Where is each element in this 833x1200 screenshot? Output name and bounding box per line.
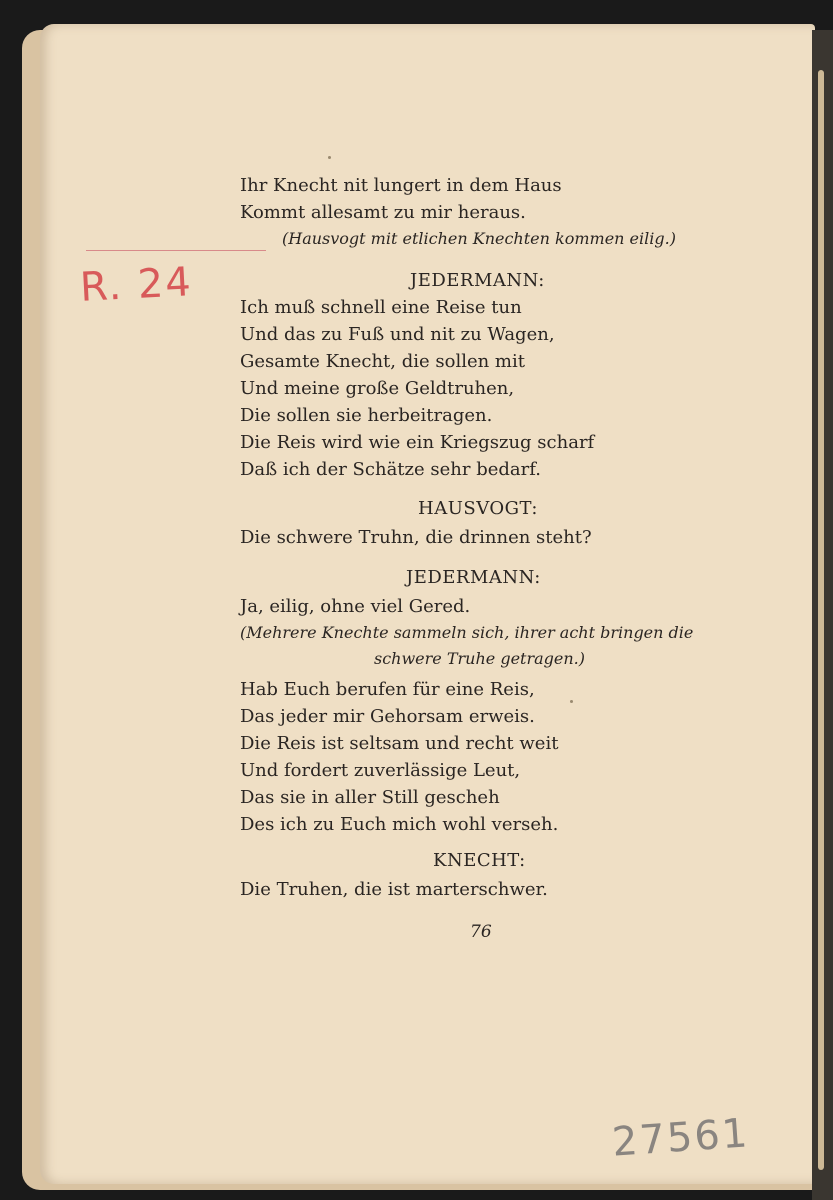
- binding-strip: [812, 30, 833, 1200]
- verse-line: Die Truhen, die ist marterschwer.: [240, 879, 548, 900]
- verse-line: Und das zu Fuß und nit zu Wagen,: [240, 324, 555, 345]
- verse-line: Das jeder mir Gehorsam erweis.: [240, 706, 535, 727]
- page-leaf-edge: [818, 70, 824, 1170]
- verse-line: Des ich zu Euch mich wohl verseh.: [240, 814, 559, 835]
- verse-line: Hab Euch berufen für eine Reis,: [240, 679, 535, 700]
- verse-line: Ich muß schnell eine Reise tun: [240, 297, 522, 318]
- page-number: 76: [470, 922, 492, 942]
- verse-line: Und meine große Geldtruhen,: [240, 378, 515, 399]
- paper-speck: [328, 156, 331, 159]
- verse-line: Daß ich der Schätze sehr bedarf.: [240, 459, 541, 480]
- verse-line: Die Reis ist seltsam und recht weit: [240, 733, 559, 754]
- verse-line: Und fordert zuverlässige Leut,: [240, 760, 521, 781]
- verse-line: Das sie in aller Still gescheh: [240, 787, 500, 808]
- verse-line: Die Reis wird wie ein Kriegszug scharf: [240, 432, 595, 453]
- stage-direction: schwere Truhe getragen.): [374, 649, 585, 668]
- verse-line: Ja, eilig, ohne viel Gered.: [240, 596, 471, 617]
- verse-line: Die sollen sie herbeitragen.: [240, 405, 493, 426]
- speaker-name: JEDERMANN:: [406, 567, 541, 588]
- red-pencil-line: [86, 250, 266, 251]
- verse-line: Ihr Knecht nit lungert in dem Haus: [240, 175, 562, 196]
- stage-direction: (Mehrere Knechte sammeln sich, ihrer acht bringen die: [240, 623, 694, 642]
- verse-line: Die schwere Truhn, die drinnen steht?: [240, 527, 592, 548]
- paper-speck: [570, 700, 573, 703]
- speaker-name: JEDERMANN:: [410, 270, 545, 291]
- speaker-name: KNECHT:: [433, 850, 526, 871]
- verse-line: Kommt allesamt zu mir heraus.: [240, 202, 526, 223]
- verse-line: Gesamte Knecht, die sollen mit: [240, 351, 525, 372]
- speaker-name: HAUSVOGT:: [418, 498, 538, 519]
- stage-direction: (Hausvogt mit etlichen Knechten kommen eilig.): [282, 229, 676, 248]
- pencil-inventory-number: 27561: [610, 1110, 751, 1166]
- red-pencil-mark: R. 24: [78, 259, 194, 311]
